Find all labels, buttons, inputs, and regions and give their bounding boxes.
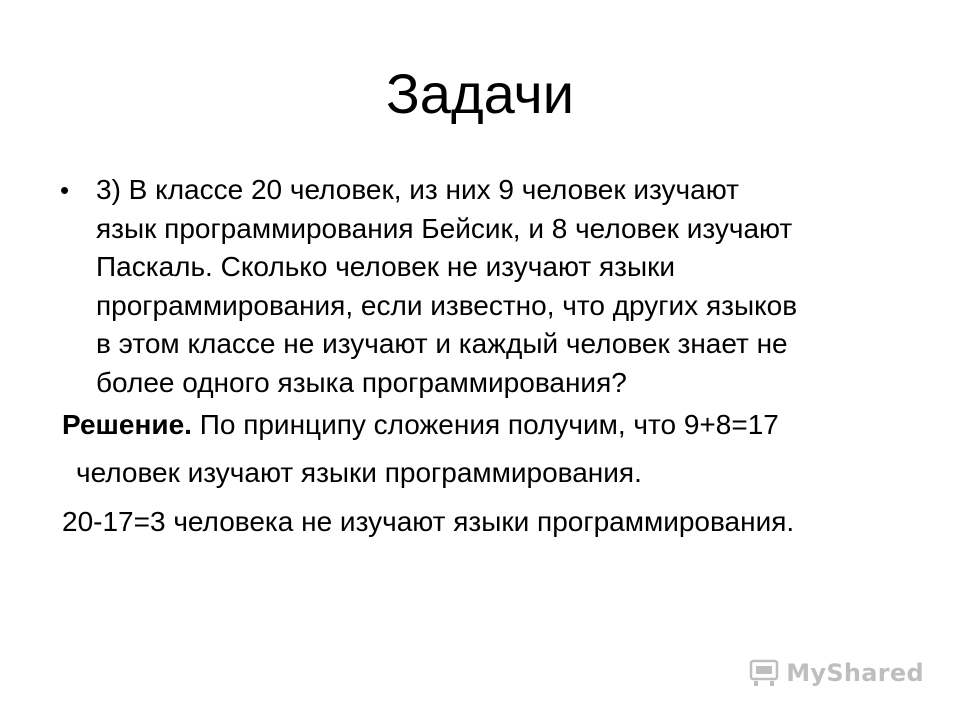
myshared-logo-icon (748, 659, 780, 687)
problem-line: 3) В классе 20 человек, из них 9 человек изучают (96, 174, 739, 205)
problem-line: язык программирования Бейсик, и 8 человек изучают (96, 212, 793, 244)
problem-line: Паскаль. Сколько человек не изучают языки (96, 251, 675, 282)
problem-line: более одного языка программирования? (96, 366, 627, 398)
bullet-marker: • (60, 175, 70, 205)
problem-line: в этом классе не изучают и каждый человек знает не (96, 328, 788, 359)
solution-line (62, 406, 779, 444)
solution-line: человек изучают языки программирования. (76, 457, 642, 488)
watermark (748, 656, 924, 690)
slide-title: Задачи (385, 62, 574, 125)
watermark-text: MyShared (786, 659, 924, 687)
solution-text: По принципу сложения получим, что 9+8=17 (191, 409, 779, 440)
problem-bullet (60, 171, 920, 402)
problem-text (96, 171, 916, 402)
problem-line: программирования, если известно, что других языков (96, 289, 798, 321)
solution-label: Решение. (62, 409, 192, 440)
solution-line: 20-17=3 человека не изучают языки программирования. (62, 506, 795, 537)
